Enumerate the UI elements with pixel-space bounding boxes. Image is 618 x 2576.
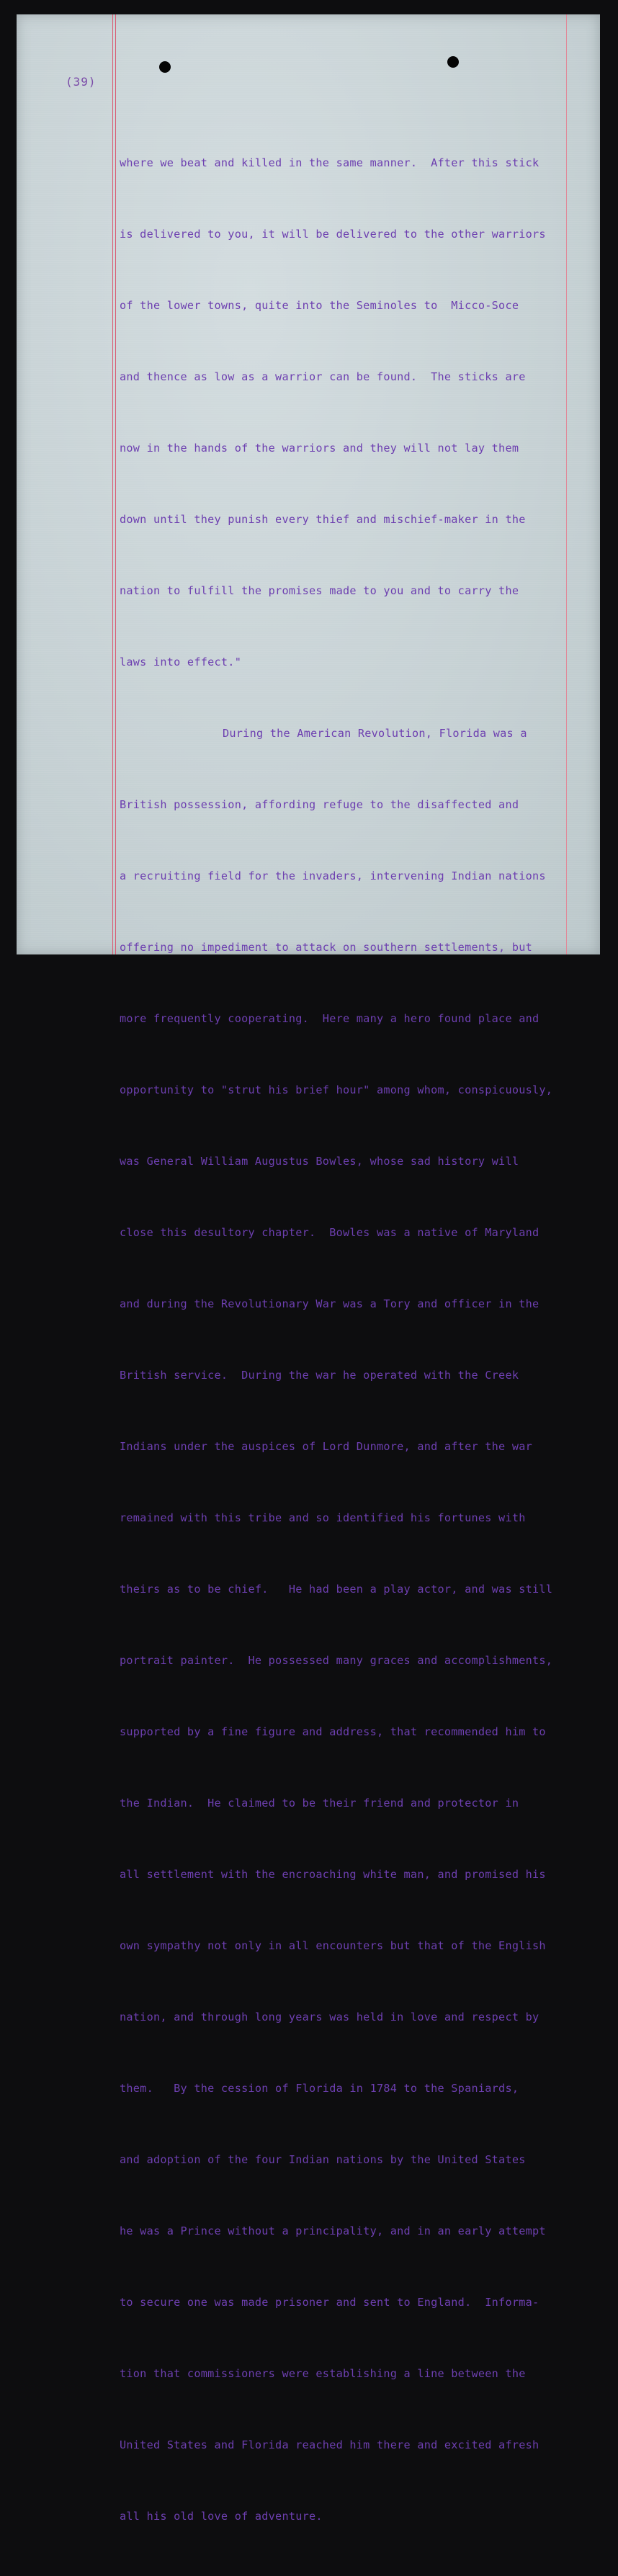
- text-line: of the lower towns, quite into the Seminoles to Micco-Soce: [120, 299, 519, 312]
- punch-hole-right: [447, 56, 459, 68]
- paragraph-start-line: During the American Revolution, Florida was a: [223, 727, 527, 740]
- text-line: supported by a fine figure and address, that recommended him to: [120, 1725, 546, 1738]
- text-line: all his old love of adventure.: [120, 2510, 323, 2523]
- text-line: a recruiting field for the invaders, intervening Indian nations: [120, 869, 546, 882]
- text-line: close this desultory chapter. Bowles was a native of Maryland: [120, 1226, 539, 1239]
- text-line: the Indian. He claimed to be their friend and protector in: [120, 1797, 519, 1810]
- text-line: was General William Augustus Bowles, whose sad history will: [120, 1155, 519, 1168]
- text-line: them. By the cession of Florida in 1784 to the Spaniards,: [120, 2082, 519, 2095]
- text-line: laws into effect.": [120, 656, 242, 668]
- text-line: is delivered to you, it will be delivered to the other warriors: [120, 228, 546, 241]
- text-line: offering no impediment to attack on southern settlements, but: [120, 941, 533, 954]
- text-line: down until they punish every thief and mischief-maker in the: [120, 513, 526, 526]
- document-page: [17, 14, 600, 2523]
- text-line: Indians under the auspices of Lord Dunmore, and after the war: [120, 1440, 533, 1453]
- text-line: where we beat and killed in the same manner. After this stick: [120, 156, 539, 169]
- text-line: British possession, affording refuge to the disaffected and: [120, 798, 519, 811]
- text-line: remained with this tribe and so identified his fortunes with: [120, 1511, 526, 1524]
- left-margin-rule: [112, 14, 113, 954]
- text-line: theirs as to be chief. He had been a play actor, and was still: [120, 1583, 553, 1596]
- text-line: United States and Florida reached him there and excited afresh: [120, 2438, 539, 2451]
- left-margin-rule-inner: [115, 14, 116, 954]
- text-line: and thence as low as a warrior can be found. The sticks are: [120, 370, 526, 383]
- text-line: now in the hands of the warriors and they will not lay them: [120, 442, 519, 455]
- text-line: portrait painter. He possessed many graces and accomplishments,: [120, 1654, 553, 1667]
- text-line: to secure one was made prisoner and sent to England. Informa-: [120, 2296, 539, 2309]
- page-number: (39): [66, 75, 97, 89]
- text-line: more frequently cooperating. Here many a hero found place and: [120, 1012, 539, 1025]
- text-line: all settlement with the encroaching white man, and promised his: [120, 1868, 546, 1881]
- text-line: he was a Prince without a principality, and in an early attempt: [120, 2224, 546, 2237]
- text-line: nation, and through long years was held in love and respect by: [120, 2011, 539, 2023]
- text-line: nation to fulfill the promises made to you and to carry the: [120, 584, 519, 597]
- text-line: and during the Revolutionary War was a Tory and officer in the: [120, 1297, 539, 1310]
- text-line: and adoption of the four Indian nations by the United States: [120, 2153, 526, 2166]
- text-line: opportunity to "strut his brief hour" among whom, conspicuously,: [120, 1083, 553, 1096]
- text-line: tion that commissioners were establishing a line between the: [120, 2367, 526, 2380]
- punch-hole-left: [159, 61, 171, 73]
- text-line: own sympathy not only in all encounters but that of the English: [120, 1939, 546, 1952]
- text-line: British service. During the war he operated with the Creek: [120, 1369, 519, 1382]
- typed-text-body: [120, 104, 606, 2576]
